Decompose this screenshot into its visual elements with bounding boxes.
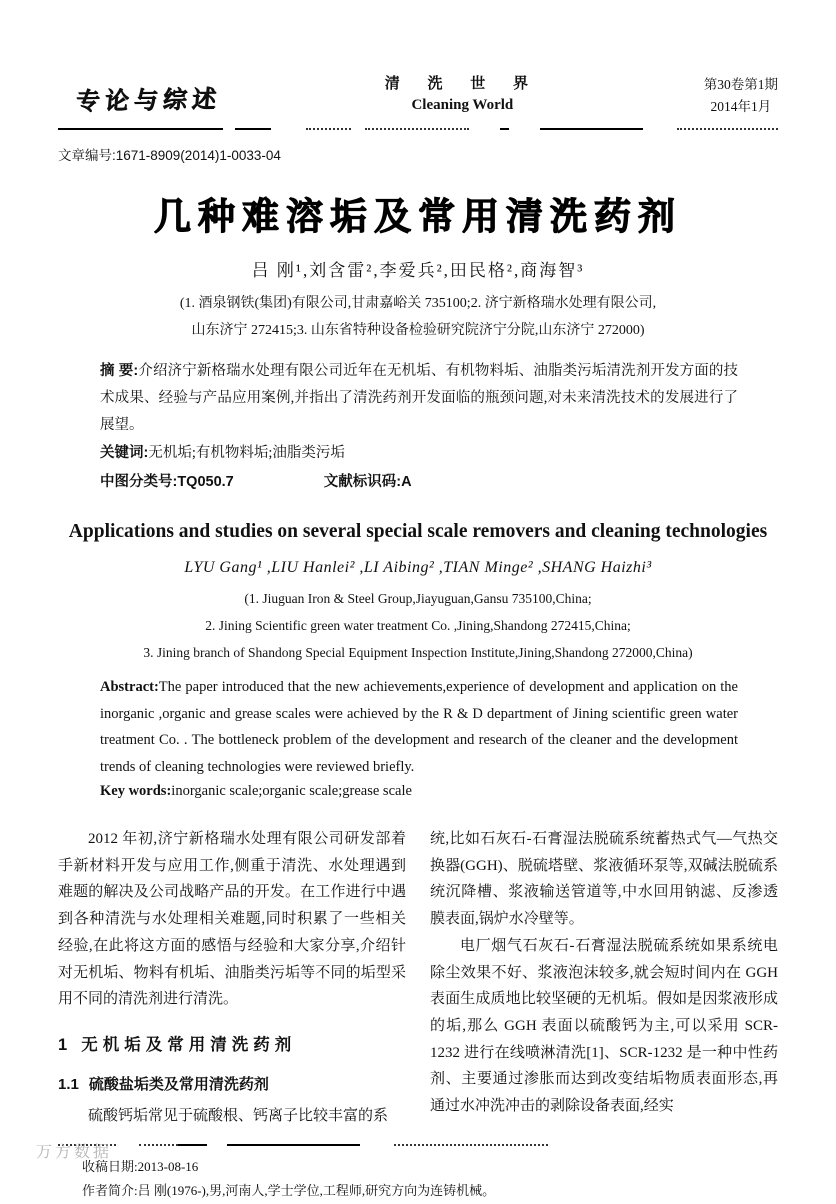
header-rule (58, 127, 778, 130)
body-paragraph: 硫酸钙垢常见于硫酸根、钙离子比较丰富的系 (88, 1107, 389, 1124)
keywords-en (100, 783, 738, 800)
section-number: 1.1 (58, 1076, 79, 1094)
abstract-cn-text: 介绍济宁新格瑞水处理有限公司近年在无机垢、有机物料垢、油脂类污垢清洗剂开发方面的技术成果、经验与产品应用案例,并指出了清洗药剂开发面临的瓶颈问题,对未来清洗技术的发展进行了展望。 (100, 363, 739, 433)
journal-name-cn: 清 洗 世 界 (384, 76, 540, 92)
footnote-rule (58, 1144, 548, 1147)
journal-name-en: Cleaning World (411, 97, 514, 113)
authors-cn: 吕 刚¹,刘含雷²,李爱兵²,田民格²,商海智³ (251, 261, 585, 281)
rule-segment (235, 128, 271, 130)
right-column (430, 826, 778, 1130)
body-paragraph: 电厂烟气石灰石-石膏湿法脱硫系统如果系统电除尘效果不好、浆液泡沫较多,就会短时间内在 GGH 表面生成质地比较坚硬的无机垢。假如是因浆液形成的垢,那么 GGH 表面以硫酸钙为主,可以采用 SCR-1232 进行在线喷淋清洗[1]、SCR-1232 是一种中性药剂、主要通过渗胀而达到改变结垢物质表面形态,再通过水冲洗冲击的剥除设备表面,经实 (430, 937, 778, 1114)
affiliation-en-line: (1. Jiuguan Iron & Steel Group,Jiayuguan,Gansu 735100,China; (244, 590, 592, 606)
keywords-cn (100, 441, 738, 462)
journal-header (58, 70, 778, 117)
clc-number: 中图分类号:TQ050.7 (100, 473, 234, 490)
keywords-en-label: Key words: (100, 783, 172, 800)
body-paragraph: 2012 年初,济宁新格瑞水处理有限公司研发部着手新材料开发与应用工作,侧重于清洗、水处理遇到难题的解决及公司战略产品的开发。在工作进行中遇到各种清洗与水处理相关难题,同时积累了一些相关经验,在此将这方面的感悟与经验和大家分享,介绍针对无机垢、物料有机垢、油脂类污垢等不同的垢型采用不同的清洗剂进行清洗。 (58, 831, 406, 1008)
paper-title-cn: 几种难溶垢及常用清洗药剂 (154, 196, 682, 238)
affiliation-en-line: 3. Jining branch of Shandong Special Equipment Inspection Institute,Jining,Shandong 272000,China) (143, 644, 693, 660)
left-column (58, 826, 406, 1130)
affiliation-en-line: 2. Jining Scientific green water treatment Co. ,Jining,Shandong 272415,China; (205, 617, 631, 633)
keywords-cn-text: 无机垢;有机物料垢;油脂类污垢 (148, 444, 345, 461)
affiliations-cn (58, 291, 778, 344)
rule-segment (58, 128, 223, 130)
section-number: 1 (58, 1035, 68, 1054)
footnote-block (58, 1144, 778, 1204)
abstract-cn (100, 358, 738, 438)
keywords-en-text: inorganic scale;organic scale;grease scale (171, 783, 412, 800)
abstract-en-text: The paper introduced that the new achievements,experience of development and application on the inorganic ,organic and grease scales were achieved by the R & D department of Jining scientific green water treatment Co. . The bottleneck problem of the development and research of the cleaner and the development trends of cleaning technologies were reviewed briefly. (100, 678, 738, 776)
rule-segment (365, 128, 469, 130)
rule-segment (500, 128, 509, 130)
author-bio: 作者简介:吕 刚(1976-),男,河南人,学士学位,工程师,研究方向为连铸机械。 (82, 1183, 496, 1199)
body-paragraph: 统,比如石灰石-石膏湿法脱硫系统蓄热式气—气热交换器(GGH)、脱硫塔壁、浆液循环泵等,双碱法脱硫系统沉降槽、浆液输送管道等,中水回用钠滤、反渗透膜表面,锅炉水冷壁等。 (430, 831, 778, 928)
issue-info (704, 74, 778, 117)
footnote-text (58, 1155, 778, 1204)
abstract-cn-label: 摘 要: (100, 363, 139, 380)
rule-segment (306, 128, 351, 130)
body-columns (58, 826, 778, 1130)
section-heading-1-1: 1.1 硫酸盐垢类及常用清洗药剂 (58, 1076, 269, 1094)
affiliation-line: 山东济宁 272415;3. 山东省特种设备检验研究院济宁分院,山东济宁 272000) (191, 322, 645, 338)
abstract-en (100, 674, 738, 781)
abstract-en-label: Abstract: (100, 678, 159, 695)
column-label: 专论与综述 (74, 86, 222, 116)
section-heading-1: 1 无机垢及常用清洗药剂 (58, 1035, 297, 1054)
received-date: 收稿日期:2013-08-16 (82, 1158, 199, 1174)
rule-segment (540, 128, 642, 130)
affiliations-en (58, 585, 778, 666)
paper-title-en: Applications and studies on several special scale removers and cleaning technologies (68, 520, 768, 542)
wanfang-watermark: 万方数据 (36, 1144, 113, 1161)
classification-line (100, 470, 738, 491)
document-code: 文献标识码:A (323, 473, 412, 490)
issue-date: 2014年1月 (710, 98, 772, 114)
affiliation-line: (1. 酒泉钢铁(集团)有限公司,甘肃嘉峪关 735100;2. 济宁新格瑞水处理有限公司, (179, 296, 657, 312)
authors-en: LYU Gang¹ ,LIU Hanlei² ,LI Aibing² ,TIAN Minge² ,SHANG Haizhi³ (184, 558, 652, 576)
rule-segment (677, 128, 778, 130)
keywords-cn-label: 关键词: (100, 444, 149, 461)
article-number: 文章编号:1671-8909(2014)1-0033-04 (58, 148, 281, 164)
journal-name-block (385, 72, 540, 114)
issue-volume: 第30卷第1期 (703, 77, 778, 92)
